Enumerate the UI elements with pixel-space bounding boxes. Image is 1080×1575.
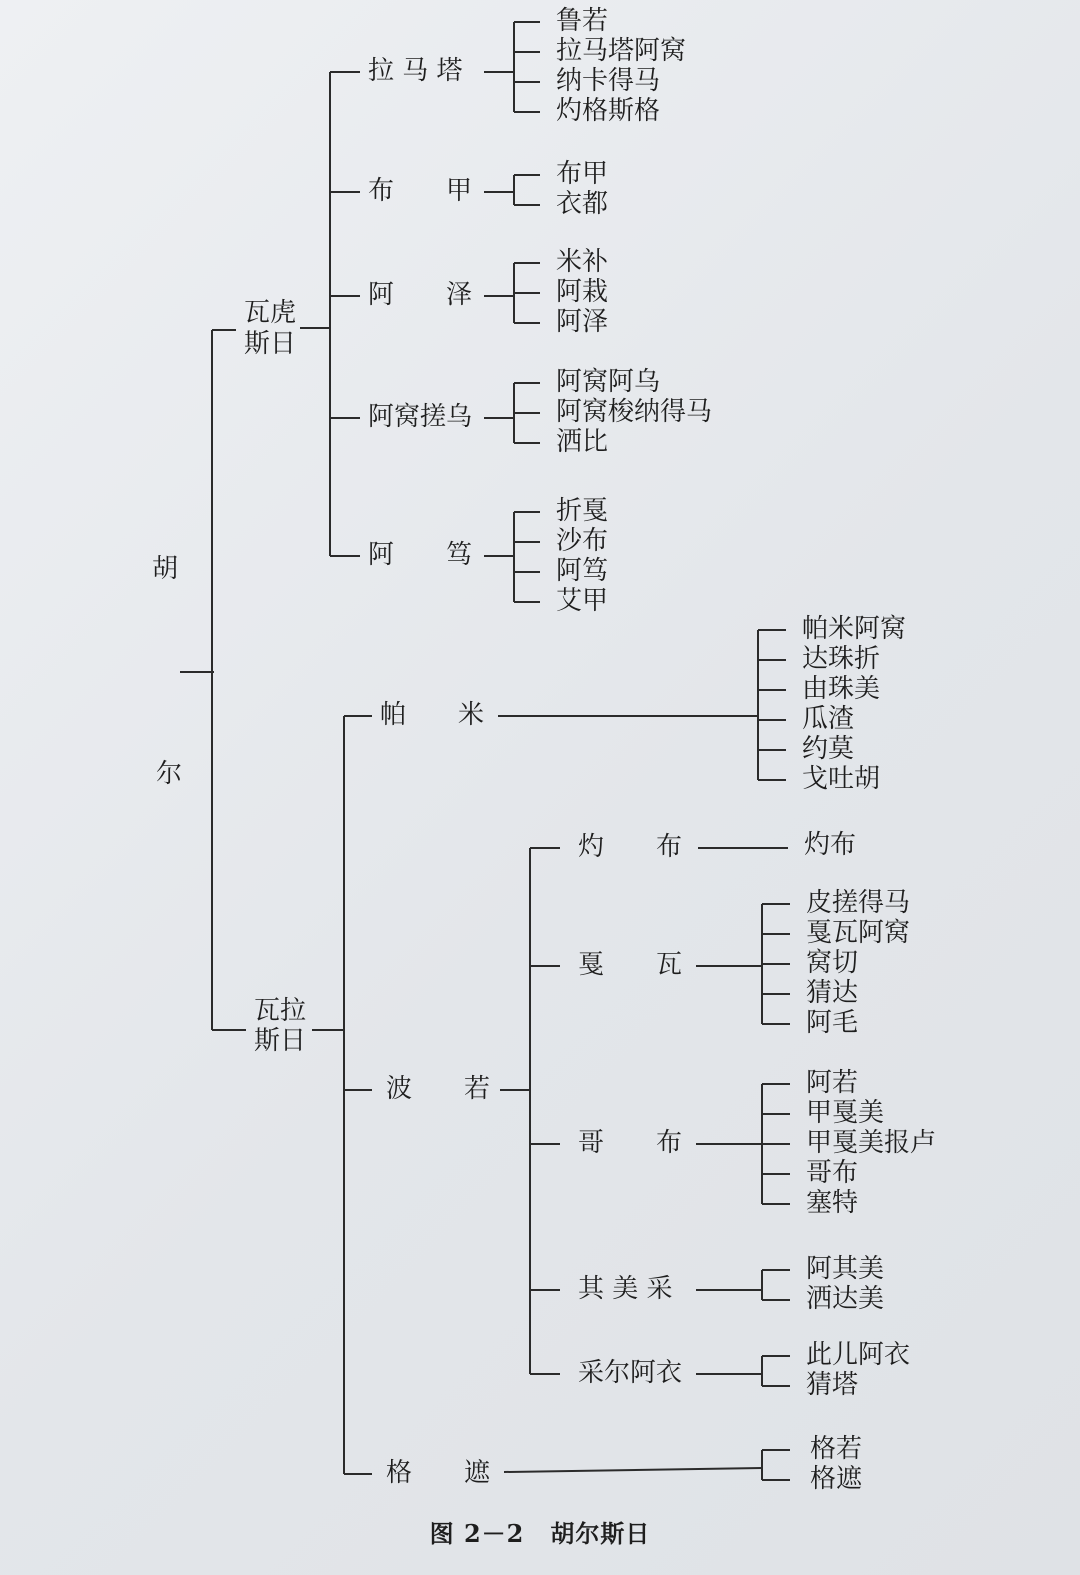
leaf-label: 衣都 [556,189,609,219]
branch-label: 拉 马 塔 [368,56,463,86]
leaf-label: 甲戛美报卢 [806,1128,937,1158]
subbranch-label: 采尔阿衣 [578,1358,683,1388]
leaf-label: 沙布 [556,526,609,556]
branch-label: 阿窝搓乌 [368,402,473,432]
branch-label: 格 遮 [386,1458,491,1488]
leaf-label: 哥布 [806,1158,859,1188]
group-label-line: 瓦拉 [254,996,307,1026]
subbranch-label: 哥 布 [578,1128,683,1158]
leaf-label: 米补 [556,247,609,277]
leaf-label: 阿窝阿乌 [556,367,661,397]
root-label-bottom: 尔 [156,759,183,789]
leaf-label: 阿泽 [556,307,609,337]
leaf-label: 艾甲 [556,586,609,616]
leaf-label: 拉马塔阿窝 [556,36,687,66]
leaf-label: 猜塔 [806,1370,859,1400]
group-label-line: 瓦虎 [244,298,297,328]
figure-caption [0,1514,1080,1549]
leaf-label: 塞特 [806,1188,859,1218]
leaf-label: 由珠美 [802,674,881,704]
leaf-label: 阿栽 [556,277,609,307]
leaf-label: 约莫 [802,734,855,764]
leaf-label: 瓜渣 [802,704,855,734]
leaf-label: 洒比 [556,427,609,457]
group-label-line: 斯日 [254,1026,307,1056]
leaf-label: 折戛 [556,496,609,526]
branch-label: 波 若 [386,1074,491,1104]
leaf-label: 阿窝梭纳得马 [556,397,713,427]
leaf-label: 布甲 [556,159,609,189]
leaf-label: 戈吐胡 [802,764,881,794]
leaf-label: 鲁若 [556,6,609,36]
leaf-label: 格遮 [810,1464,863,1494]
branch-label: 帕 米 [380,700,485,730]
leaf-label: 甲戛美 [806,1098,885,1128]
leaf-label: 达珠折 [802,644,881,674]
branch-label: 阿 笃 [368,540,473,570]
root-label-top: 胡 [152,554,179,584]
leaf-label: 阿笃 [556,556,609,586]
figure-title: 胡尔斯日 [550,1519,651,1548]
leaf-label: 灼布 [804,830,857,860]
leaf-label: 皮搓得马 [806,888,911,918]
group-label-line: 斯日 [244,329,297,359]
leaf-label: 戛瓦阿窝 [806,918,911,948]
figure-number: 图 2－2 [429,1519,525,1548]
leaf-label: 阿其美 [806,1254,885,1284]
subbranch-label: 戛 瓦 [578,950,683,980]
leaf-label: 纳卡得马 [556,66,661,96]
leaf-label: 格若 [810,1434,863,1464]
leaf-label: 阿毛 [806,1008,859,1038]
subbranch-label: 灼 布 [578,832,683,862]
leaf-label: 阿若 [806,1068,859,1098]
leaf-label: 此儿阿衣 [806,1340,911,1370]
subbranch-label: 其 美 采 [578,1274,673,1304]
branch-label: 布 甲 [368,176,473,206]
branch-label: 阿 泽 [368,280,473,310]
leaf-label: 猜达 [806,978,859,1008]
leaf-label: 洒达美 [806,1284,885,1314]
leaf-label: 窝切 [806,948,859,978]
leaf-label: 帕米阿窝 [802,614,907,644]
leaf-label: 灼格斯格 [556,96,661,126]
branch-connector [504,1468,762,1472]
